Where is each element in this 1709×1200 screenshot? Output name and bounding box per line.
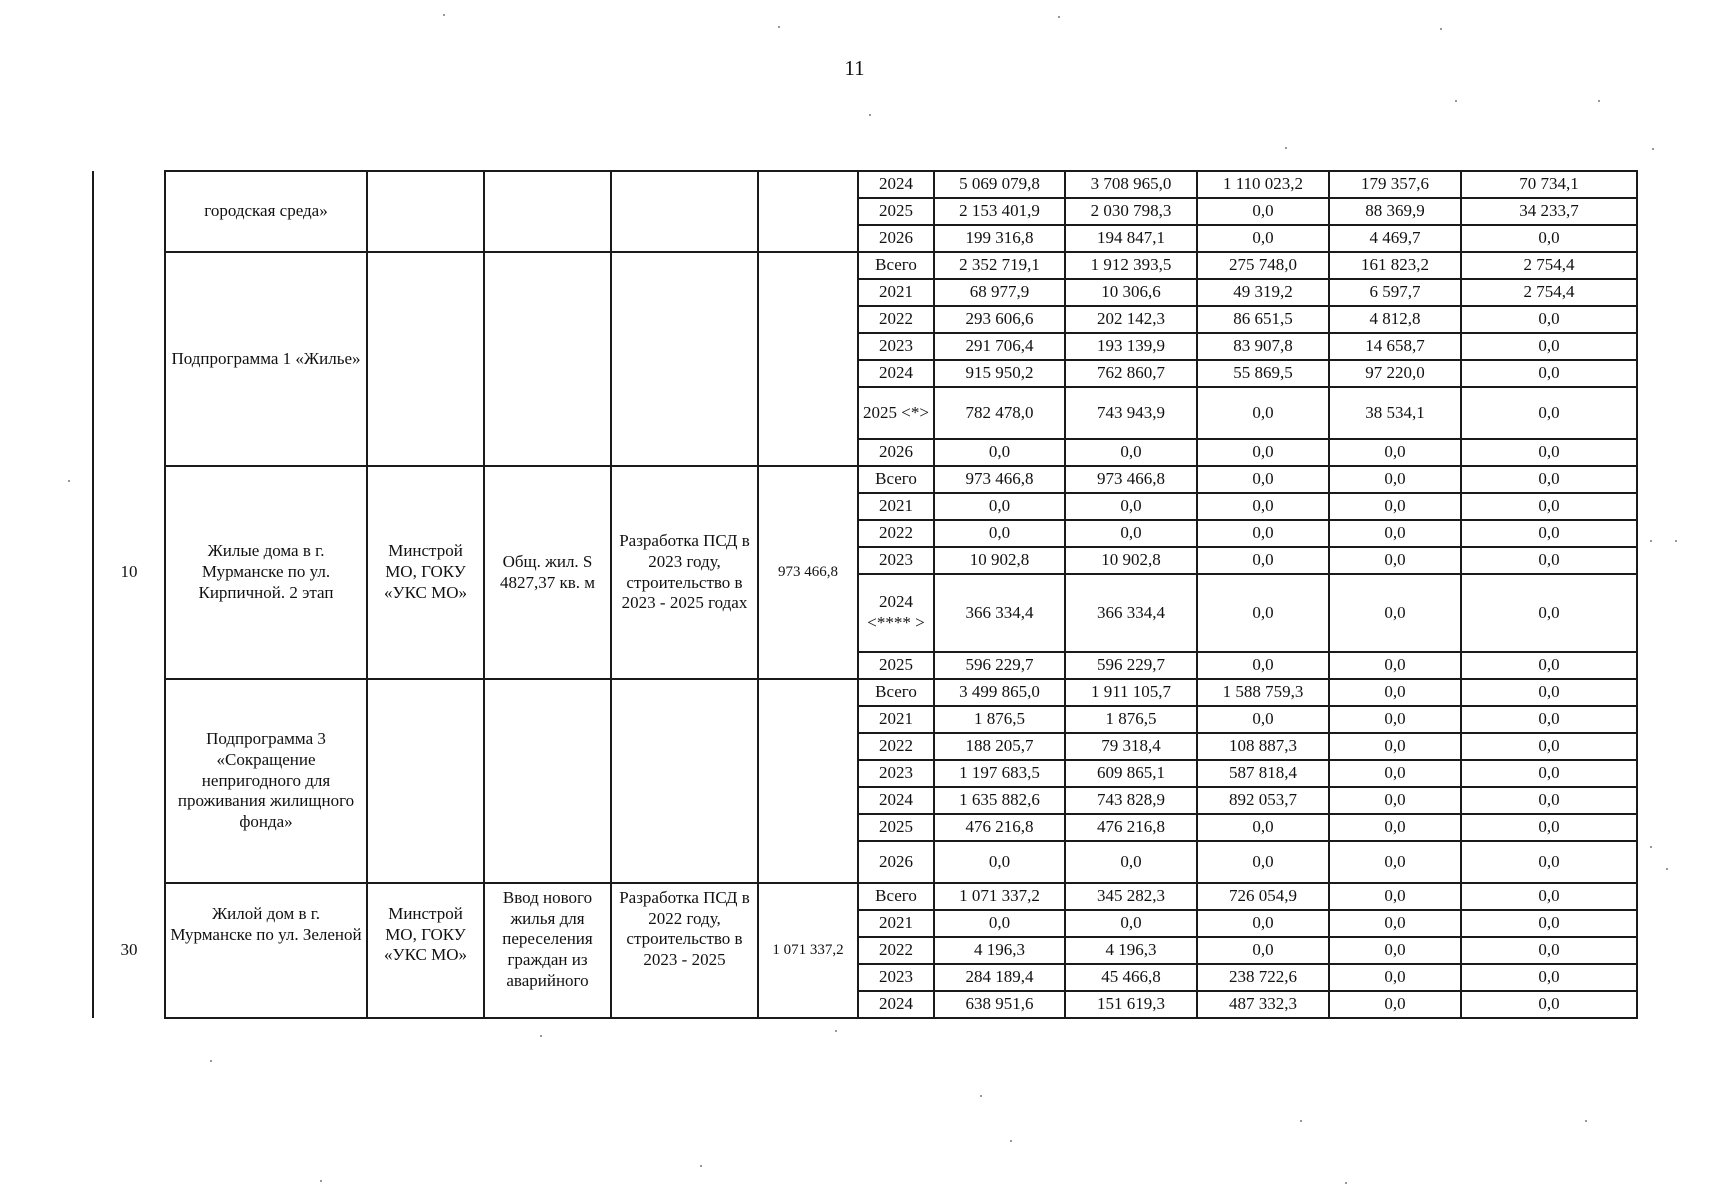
year-cell: 2022 <box>858 937 934 964</box>
executor-cell: Минстрой МО, ГОКУ «УКС МО» <box>367 883 484 1018</box>
value-cell: 199 316,8 <box>934 225 1065 252</box>
value-cell: 2 352 719,1 <box>934 252 1065 279</box>
value-cell: 0,0 <box>1461 883 1637 910</box>
scan-speck <box>778 26 780 28</box>
budget-table <box>92 170 1638 1019</box>
value-cell: 0,0 <box>934 520 1065 547</box>
value-cell: 726 054,9 <box>1197 883 1329 910</box>
value-cell: 179 357,6 <box>1329 171 1461 198</box>
value-cell: 0,0 <box>1461 964 1637 991</box>
capacity-cell <box>484 252 611 466</box>
scan-speck <box>1675 540 1677 542</box>
value-cell: 596 229,7 <box>1065 652 1197 679</box>
value-cell: 202 142,3 <box>1065 306 1197 333</box>
value-cell: 1 110 023,2 <box>1197 171 1329 198</box>
value-cell: 366 334,4 <box>934 574 1065 652</box>
year-cell: 2023 <box>858 760 934 787</box>
year-cell: 2025 <*> <box>858 387 934 439</box>
scan-speck <box>1666 868 1668 870</box>
value-cell: 68 977,9 <box>934 279 1065 306</box>
value-cell: 0,0 <box>1461 787 1637 814</box>
year-cell: 2024 <**** > <box>858 574 934 652</box>
value-cell: 0,0 <box>934 493 1065 520</box>
value-cell: 0,0 <box>1197 466 1329 493</box>
value-cell: 0,0 <box>1197 387 1329 439</box>
value-cell: 0,0 <box>1329 679 1461 706</box>
value-cell: 0,0 <box>1329 733 1461 760</box>
value-cell: 0,0 <box>1197 814 1329 841</box>
value-cell: 1 588 759,3 <box>1197 679 1329 706</box>
executor-cell <box>367 171 484 252</box>
value-cell: 6 597,7 <box>1329 279 1461 306</box>
value-cell: 782 478,0 <box>934 387 1065 439</box>
value-cell: 973 466,8 <box>934 466 1065 493</box>
value-cell: 0,0 <box>1461 306 1637 333</box>
scan-speck <box>443 14 445 16</box>
year-cell: 2026 <box>858 439 934 466</box>
value-cell: 0,0 <box>1329 991 1461 1018</box>
scan-speck <box>68 480 70 482</box>
value-cell: 587 818,4 <box>1197 760 1329 787</box>
year-cell: 2026 <box>858 225 934 252</box>
value-cell: 38 534,1 <box>1329 387 1461 439</box>
value-cell: 1 912 393,5 <box>1065 252 1197 279</box>
value-cell: 476 216,8 <box>934 814 1065 841</box>
value-cell: 0,0 <box>1065 841 1197 883</box>
value-cell: 55 869,5 <box>1197 360 1329 387</box>
cost-cell <box>758 171 858 252</box>
value-cell: 0,0 <box>1461 360 1637 387</box>
value-cell: 0,0 <box>1065 439 1197 466</box>
value-cell: 0,0 <box>934 841 1065 883</box>
value-cell: 1 635 882,6 <box>934 787 1065 814</box>
value-cell: 238 722,6 <box>1197 964 1329 991</box>
value-cell: 0,0 <box>1461 493 1637 520</box>
value-cell: 0,0 <box>1461 814 1637 841</box>
value-cell: 10 902,8 <box>934 547 1065 574</box>
period-cell <box>611 171 758 252</box>
year-cell: 2021 <box>858 706 934 733</box>
value-cell: 83 907,8 <box>1197 333 1329 360</box>
scan-speck <box>210 1060 212 1062</box>
year-cell: Всего <box>858 883 934 910</box>
value-cell: 0,0 <box>1461 466 1637 493</box>
value-cell: 2 030 798,3 <box>1065 198 1197 225</box>
year-cell: 2023 <box>858 964 934 991</box>
value-cell: 0,0 <box>934 910 1065 937</box>
value-cell: 743 943,9 <box>1065 387 1197 439</box>
executor-cell: Минстрой МО, ГОКУ «УКС МО» <box>367 466 484 679</box>
value-cell: 0,0 <box>1329 466 1461 493</box>
value-cell: 0,0 <box>1329 439 1461 466</box>
table-row <box>93 252 1637 279</box>
year-cell: 2024 <box>858 171 934 198</box>
value-cell: 0,0 <box>1329 787 1461 814</box>
scan-speck <box>980 1095 982 1097</box>
value-cell: 0,0 <box>1461 841 1637 883</box>
scan-speck <box>1652 148 1654 150</box>
cost-cell <box>758 679 858 883</box>
value-cell: 762 860,7 <box>1065 360 1197 387</box>
year-cell: 2024 <box>858 360 934 387</box>
value-cell: 0,0 <box>1197 493 1329 520</box>
executor-cell <box>367 679 484 883</box>
value-cell: 2 754,4 <box>1461 279 1637 306</box>
value-cell: 0,0 <box>1461 991 1637 1018</box>
value-cell: 0,0 <box>1329 937 1461 964</box>
value-cell: 0,0 <box>1461 910 1637 937</box>
value-cell: 0,0 <box>1197 652 1329 679</box>
value-cell: 0,0 <box>1461 574 1637 652</box>
capacity-cell <box>484 171 611 252</box>
capacity-cell <box>484 679 611 883</box>
value-cell: 0,0 <box>1197 439 1329 466</box>
year-cell: 2023 <box>858 547 934 574</box>
value-cell: 0,0 <box>1461 225 1637 252</box>
value-cell: 193 139,9 <box>1065 333 1197 360</box>
value-cell: 0,0 <box>1197 225 1329 252</box>
value-cell: 151 619,3 <box>1065 991 1197 1018</box>
value-cell: 0,0 <box>1329 964 1461 991</box>
scan-speck <box>1598 100 1600 102</box>
value-cell: 0,0 <box>1065 520 1197 547</box>
value-cell: 97 220,0 <box>1329 360 1461 387</box>
value-cell: 194 847,1 <box>1065 225 1197 252</box>
value-cell: 638 951,6 <box>934 991 1065 1018</box>
year-cell: 2025 <box>858 652 934 679</box>
scan-speck <box>1455 100 1457 102</box>
value-cell: 0,0 <box>1461 937 1637 964</box>
period-cell <box>611 252 758 466</box>
value-cell: 0,0 <box>1329 547 1461 574</box>
value-cell: 0,0 <box>1329 910 1461 937</box>
year-cell: 2021 <box>858 910 934 937</box>
row-number <box>93 679 165 883</box>
value-cell: 293 606,6 <box>934 306 1065 333</box>
year-cell: Всего <box>858 466 934 493</box>
row-number <box>93 252 165 466</box>
year-cell: 2021 <box>858 279 934 306</box>
year-cell: 2025 <box>858 198 934 225</box>
value-cell: 0,0 <box>1461 733 1637 760</box>
table-body <box>93 171 1637 1018</box>
scan-speck <box>540 1035 542 1037</box>
scan-speck <box>700 1165 702 1167</box>
object-name: городская среда» <box>165 171 367 252</box>
value-cell: 86 651,5 <box>1197 306 1329 333</box>
value-cell: 1 876,5 <box>1065 706 1197 733</box>
value-cell: 1 911 105,7 <box>1065 679 1197 706</box>
value-cell: 0,0 <box>1197 937 1329 964</box>
value-cell: 0,0 <box>1329 574 1461 652</box>
value-cell: 596 229,7 <box>934 652 1065 679</box>
year-cell: 2022 <box>858 306 934 333</box>
year-cell: 2024 <box>858 787 934 814</box>
value-cell: 1 197 683,5 <box>934 760 1065 787</box>
table-row <box>93 466 1637 493</box>
scan-speck <box>1345 1182 1347 1184</box>
value-cell: 4 469,7 <box>1329 225 1461 252</box>
value-cell: 0,0 <box>1329 760 1461 787</box>
value-cell: 4 196,3 <box>1065 937 1197 964</box>
value-cell: 0,0 <box>1461 706 1637 733</box>
value-cell: 487 332,3 <box>1197 991 1329 1018</box>
row-number: 10 <box>93 466 165 679</box>
value-cell: 0,0 <box>1461 439 1637 466</box>
value-cell: 0,0 <box>1197 574 1329 652</box>
row-number <box>93 171 165 252</box>
value-cell: 284 189,4 <box>934 964 1065 991</box>
value-cell: 0,0 <box>1197 910 1329 937</box>
value-cell: 5 069 079,8 <box>934 171 1065 198</box>
value-cell: 70 734,1 <box>1461 171 1637 198</box>
value-cell: 892 053,7 <box>1197 787 1329 814</box>
value-cell: 1 876,5 <box>934 706 1065 733</box>
value-cell: 0,0 <box>1197 520 1329 547</box>
value-cell: 79 318,4 <box>1065 733 1197 760</box>
period-cell <box>611 679 758 883</box>
year-cell: 2024 <box>858 991 934 1018</box>
value-cell: 0,0 <box>1197 706 1329 733</box>
value-cell: 0,0 <box>1329 706 1461 733</box>
period-cell: Разработка ПСД в 2023 году, строительство в 2023 - 2025 годах <box>611 466 758 679</box>
value-cell: 366 334,4 <box>1065 574 1197 652</box>
value-cell: 476 216,8 <box>1065 814 1197 841</box>
scan-speck <box>1058 16 1060 18</box>
executor-cell <box>367 252 484 466</box>
year-cell: Всего <box>858 679 934 706</box>
value-cell: 0,0 <box>1329 652 1461 679</box>
table-row <box>93 679 1637 706</box>
value-cell: 0,0 <box>1461 547 1637 574</box>
value-cell: 45 466,8 <box>1065 964 1197 991</box>
value-cell: 4 196,3 <box>934 937 1065 964</box>
object-name: Подпрограмма 3 «Сокращение непригодного для проживания жилищного фонда» <box>165 679 367 883</box>
value-cell: 88 369,9 <box>1329 198 1461 225</box>
value-cell: 161 823,2 <box>1329 252 1461 279</box>
value-cell: 0,0 <box>1329 814 1461 841</box>
scan-speck <box>1440 28 1442 30</box>
cost-cell <box>758 252 858 466</box>
value-cell: 3 708 965,0 <box>1065 171 1197 198</box>
value-cell: 743 828,9 <box>1065 787 1197 814</box>
period-cell: Разработка ПСД в 2022 году, строительство в 2023 - 2025 <box>611 883 758 1018</box>
value-cell: 0,0 <box>1329 520 1461 547</box>
year-cell: 2023 <box>858 333 934 360</box>
value-cell: 1 071 337,2 <box>934 883 1065 910</box>
value-cell: 0,0 <box>1329 841 1461 883</box>
scan-speck <box>835 1030 837 1032</box>
value-cell: 0,0 <box>1065 493 1197 520</box>
scan-speck <box>1585 1120 1587 1122</box>
value-cell: 973 466,8 <box>1065 466 1197 493</box>
value-cell: 2 754,4 <box>1461 252 1637 279</box>
year-cell: 2021 <box>858 493 934 520</box>
value-cell: 0,0 <box>1197 841 1329 883</box>
year-cell: 2026 <box>858 841 934 883</box>
row-number: 30 <box>93 883 165 1018</box>
value-cell: 14 658,7 <box>1329 333 1461 360</box>
value-cell: 0,0 <box>1461 760 1637 787</box>
value-cell: 0,0 <box>1461 520 1637 547</box>
scan-speck <box>1285 147 1287 149</box>
value-cell: 3 499 865,0 <box>934 679 1065 706</box>
value-cell: 0,0 <box>1197 198 1329 225</box>
value-cell: 0,0 <box>934 439 1065 466</box>
value-cell: 915 950,2 <box>934 360 1065 387</box>
value-cell: 10 902,8 <box>1065 547 1197 574</box>
value-cell: 0,0 <box>1197 547 1329 574</box>
value-cell: 188 205,7 <box>934 733 1065 760</box>
scan-speck <box>1300 1120 1302 1122</box>
year-cell: 2022 <box>858 520 934 547</box>
year-cell: 2022 <box>858 733 934 760</box>
value-cell: 2 153 401,9 <box>934 198 1065 225</box>
value-cell: 34 233,7 <box>1461 198 1637 225</box>
page-number: 11 <box>844 56 865 80</box>
value-cell: 108 887,3 <box>1197 733 1329 760</box>
value-cell: 0,0 <box>1329 883 1461 910</box>
value-cell: 0,0 <box>1329 493 1461 520</box>
capacity-cell: Общ. жил. S 4827,37 кв. м <box>484 466 611 679</box>
value-cell: 0,0 <box>1461 679 1637 706</box>
value-cell: 49 319,2 <box>1197 279 1329 306</box>
capacity-cell: Ввод нового жилья для переселения граждан из аварийного <box>484 883 611 1018</box>
value-cell: 10 306,6 <box>1065 279 1197 306</box>
value-cell: 345 282,3 <box>1065 883 1197 910</box>
value-cell: 0,0 <box>1065 910 1197 937</box>
object-name: Подпрограмма 1 «Жилье» <box>165 252 367 466</box>
scan-speck <box>1650 540 1652 542</box>
value-cell: 0,0 <box>1461 387 1637 439</box>
scan-speck <box>320 1180 322 1182</box>
scan-speck <box>869 114 871 116</box>
value-cell: 291 706,4 <box>934 333 1065 360</box>
value-cell: 275 748,0 <box>1197 252 1329 279</box>
value-cell: 0,0 <box>1461 652 1637 679</box>
table-row <box>93 171 1637 198</box>
year-cell: Всего <box>858 252 934 279</box>
scan-speck <box>1010 1140 1012 1142</box>
year-cell: 2025 <box>858 814 934 841</box>
value-cell: 4 812,8 <box>1329 306 1461 333</box>
cost-cell: 1 071 337,2 <box>758 883 858 1018</box>
table-row <box>93 883 1637 910</box>
object-name: Жилые дома в г. Мурманске по ул. Кирпичной. 2 этап <box>165 466 367 679</box>
object-name: Жилой дом в г. Мурманске по ул. Зеленой <box>165 883 367 1018</box>
cost-cell: 973 466,8 <box>758 466 858 679</box>
value-cell: 0,0 <box>1461 333 1637 360</box>
scan-speck <box>1650 846 1652 848</box>
value-cell: 609 865,1 <box>1065 760 1197 787</box>
